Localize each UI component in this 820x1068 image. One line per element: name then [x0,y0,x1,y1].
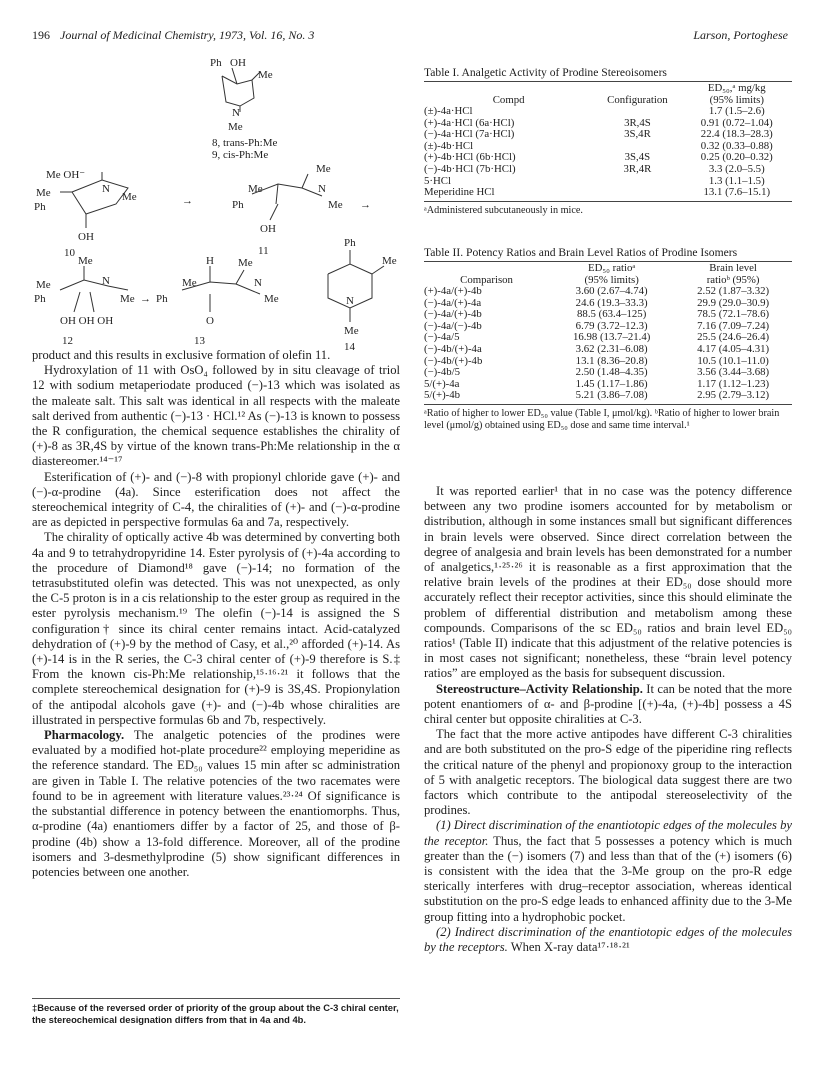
paragraph-left-4: The chirality of optically active 4b was determined by converting both 4a and 9 to tetrahydropyridine 14. Ester pyrolysis of (+)-4a according to the procedure of Diamond¹⁸ gave (−)-14; no formation of the tetrasubstituted olefin was detected. This was not unexpected, as only the C-5 proton is in a cis relationship to the ester group as required in the ester pyrolysis mechanism.¹⁹ The olefin (−)-14 is assigned the S configuration† since its chiral center remains intact. Acid-catalyzed dehydration of (+)-9 by the method of Casy, et al.,²⁰ afforded (+)-14. As (+)-14 is in the R series, the C-3 chiral center of (+)-9 therefore is S.‡ From the known cis-Ph:Me relationship,¹⁵·¹⁶·²¹ it follows that the complete stereochemical designation for (+)-9 is 3S,4S. Propionylation of the antipodal alcohols gave (+)- and (−)-4b whose chiralities are illustrated in perspective formulas 6b and 7b, respectively. [32,530,400,727]
table-1-header-config: Configuration [607,94,668,106]
table-2 [424,246,792,431]
table-2-cell-comparison: (−)-4a/(+)-4b [424,308,482,321]
table-1-number: Table I. [424,66,460,79]
table-2-cell-ratio: 24.6 (19.3–33.3) [575,296,648,309]
table-1-cell-config: 3R,4R [623,162,652,175]
s-oh-12: OH OH OH [60,315,114,327]
table-1-cell-config: 3S,4R [624,128,651,141]
table-1-header-ed50-line2: (95% limits) [709,94,764,106]
s-ph-14: Ph [344,237,356,249]
table-2-number: Table II. [424,246,464,259]
table-1-header-compd: Compd [492,94,525,106]
page-header [32,28,788,46]
journal-citation: Journal of Medicinal Chemistry, 1973, Vol. 16, No. 3 [60,28,315,42]
s-n-10: N [102,183,110,195]
table-2-header-ratio [549,262,674,286]
s-n-11: N [318,183,326,195]
table-2-header-ratio-line2: (95% limits) [584,274,639,286]
structure-drawing [32,54,402,353]
table-1-cell-ed50: 3.3 (2.0–5.5) [708,162,765,175]
section-head-pharmacology: Pharmacology. [44,728,125,743]
table-2-header-brain-line1: Brain level [709,262,757,274]
s-n-8: N [232,107,240,119]
paragraph-right-3: The fact that the more active antipodes have different C-3 chiralities and are both substituted on the pro-S edge of the piperidine ring reflects the critical nature of the phenyl and propionoxy group to the interaction of 5 with analgetic receptors. The biological data suggest there are two factors which contribute to the antipodal stereoselectivity of the prodines. [424,727,792,818]
paragraph-right-2-body: It can be noted that the more potent enantiomers of α- and β-prodine [(+)-4a, (+)-4b] possess a 4S chiral center but opposite chiralities at C-3. [424,681,792,727]
s-ph-11: Ph [232,199,244,211]
table-1-header-ed50-line1: ED₅₀,ᵃ mg/kg [707,82,766,94]
table-1-row [424,106,792,118]
table-2-cell-brain: 10.5 (10.1–11.0) [697,354,769,367]
table-2-cell-ratio: 13.1 (8.36–20.8) [575,354,648,367]
table-2-row [424,286,792,298]
s-me-10a: Me [36,187,51,199]
subhead-direct: (1) Direct discrimination of the enantiotopic edges of the molecules by the receptor. [424,818,792,848]
table-1-cell-compd: (+)-4a·HCl (6a·HCl) [424,116,515,129]
table-2-cell-ratio: 3.62 (2.31–6.08) [575,342,648,355]
table-1-cell-compd: (±)-4a·HCl [424,105,473,117]
table-1-cell-compd: Meperidine HCl [424,186,495,199]
paragraph-right-5 [424,925,792,955]
s-ph-12: Ph [34,293,46,305]
num-10: 10 [64,247,75,259]
table-2-cell-brain: 4.17 (4.05–4.31) [697,342,770,355]
s-me-12a: Me [78,255,93,267]
arrow-11-12: → [360,199,371,211]
table-2-cell-brain: 25.5 (24.6–26.4) [697,331,770,344]
table-2-header-ratio-line1: ED₅₀ ratioᵃ [587,262,636,274]
table-1-cell-compd: (+)-4b·HCl (6b·HCl) [424,151,516,164]
s-n-13: N [254,277,262,289]
s-ph-8: Ph [210,57,222,69]
s-me-n8: Me [228,121,243,133]
table-2-cell-brain: 2.52 (1.87–3.32) [697,285,770,297]
table-2-caption: Potency Ratios and Brain Level Ratios of Prodine Isomers [466,246,738,259]
table-2-cell-comparison: (−)-4b/5 [424,366,461,379]
table-2-cell-brain: 1.17 (1.12–1.23) [697,377,770,390]
table-1 [424,66,792,216]
paragraph-left-5-body: The analgetic potencies of the prodines were evaluated by a modified hot-plate procedure²² employing meperidine as the reference standard. The ED₅₀ values 15 min after sc administration are given in Table I. The relative potencies of the two racemates were found to be in agreement with literature values.²³·²⁴ Of significance is the substantial difference in potency between the enantiomorphs. Thus, α-prodine (4a) enantiomers differ by a factor of 25, and those of β-prodine (4b) show a 13-fold difference. Moreover, all of the prodine isomers and 3-desmethylprodine (5) show significant differences in potencies between one another. [32,728,400,879]
s-me-13b: Me [182,277,197,289]
paragraph-right-4-body: Thus, the fact that 5 possesses a potency which is much greater than the (−) isomers (7) and less than that of the (+) isomers (6) is consistent with the idea that the 3-Me group on the pro-R edge sterically interferes with drug–receptor association, whereas identical substitution on the pro-S edge leads to enhanced affinity due to the 3-Me group fitting into a hydrophobic pocket. [424,833,793,924]
table-2-cell-comparison: (+)-4a/(+)-4b [424,285,482,297]
table-1-body [424,106,792,199]
s-me-13a: Me [238,257,253,269]
table-2-cell-ratio: 6.79 (3.72–12.3) [575,319,648,332]
table-2-cell-ratio: 3.60 (2.67–4.74) [575,285,648,297]
table-2-cell-comparison: (−)-4b/(+)-4a [424,342,482,355]
s-oh-8: OH [230,57,246,69]
table-2-cell-brain: 7.16 (7.09–7.24) [697,319,770,332]
num-11: 11 [258,245,269,257]
s-me-10b: Me [122,191,137,203]
right-column-text [424,484,792,955]
left-column-text [32,348,400,880]
table-1-cell-config: 3R,4S [624,116,651,129]
table-2-row [424,344,792,356]
table-1-cell-config [593,176,681,188]
structure-scheme [32,54,402,353]
s-me-12c: Me [120,293,135,305]
table-1-cell-compd: 5·HCl [424,174,451,187]
table-2-cell-comparison: (−)-4a/(−)-4b [424,319,482,332]
paragraph-right-2 [424,682,792,728]
s-n-14: N [346,295,354,307]
footnote-left [32,998,400,1025]
num-13: 13 [194,335,205,347]
table-2-row [424,390,792,402]
section-head-sar: Stereostructure–Activity Relationship. [436,681,643,696]
table-2-footnote: ᵃRatio of higher to lower ED₅₀ value (Table I, μmol/kg). ᵇRatio of higher to lower brain level (μmol/g) obtained using ED₅₀ dose and same time interval.¹ [424,407,780,431]
table-1-bottom-rule [424,201,792,202]
table-2-header-brain [674,262,792,286]
paragraph-right-1: It was reported earlier¹ that in no case was the potency difference between any two prodine isomers accounted for by metabolism or distribution, although in some instances small but significant differences in brain levels were observed. Since direct correlation between the degree of analgesia and brain levels has been demonstrated for a number of analgetics,¹·²⁵·²⁶ it is reasonable as a first approximation that the relative brain levels of the prodines at their ED₅₀ dose should more accurately reflect their receptor activities, since this should eliminate the problem of differential distribution and metabolism among these compounds. Comparisons of the sc ED₅₀ ratios and brain level ED₅₀ ratios¹ (Table II) indicate that this adjustment of the relative potencies is in most cases not significant; nonetheless, these “brain level potency ratios” are employed as the basis for subsequent discussion. [424,484,792,681]
table-1-footnote: ᵃAdministered subcutaneously in mice. [424,204,583,216]
paragraph-right-4 [424,818,792,924]
s-ph-10: Ph [34,201,46,213]
table-2-cell-comparison: 5/(+)-4b [424,389,461,402]
table-1-header-ed50 [682,82,792,106]
s-me-8: Me [258,69,273,81]
s-ph-13: Ph [156,293,168,305]
table-1-cell-compd: (−)-4a·HCl (7a·HCl) [424,128,515,141]
table-1-cell-config [593,187,681,199]
table-2-header-comparison: Comparison [460,274,513,286]
s-oh-11: OH [260,223,276,235]
table-2-cell-ratio: 16.98 (13.7–21.4) [572,331,651,344]
num-12: 12 [62,335,73,347]
table-2-cell-ratio: 5.21 (3.86–7.08) [575,389,648,402]
footnote-rule [32,998,400,999]
s-o-13: O [206,315,214,327]
label-9: 9, cis-Ph:Me [212,149,269,161]
table-2-cell-brain: 3.56 (3.44–3.68) [697,366,770,379]
s-me-11b: Me [248,183,263,195]
s-meoh-10: Me OH⁻ [46,169,86,181]
subhead-indirect: (2) Indirect discrimination of the enantiotopic edges of the molecules by the receptors. [424,924,792,955]
arrow-12-13: → [140,293,151,305]
table-2-cell-ratio: 88.5 (63.4–125) [577,308,647,321]
table-2-header-brain-line2: ratioᵇ (95%) [706,274,760,286]
paragraph-left-5 [32,728,400,880]
s-me-13c: Me [264,293,279,305]
s-me-11a: Me [316,163,331,175]
s-oh-10: OH [78,231,94,243]
table-2-cell-brain: 2.95 (2.79–3.12) [697,389,770,402]
table-1-cell-ed50: 1.7 (1.5–2.6) [708,105,765,117]
table-1-cell-ed50: 0.32 (0.33–0.88) [700,139,773,152]
table-1-row [424,187,792,199]
table-2-body [424,286,792,402]
table-2-cell-comparison: (−)-4a/5 [424,331,460,344]
paragraph-left-3: Esterification of (+)- and (−)-8 with propionyl chloride gave (+)- and (−)-α-prodine (4a). Since esterification does not affect the stereochemical integrity of C-4, the chiralities of (+)- and (−)-α-prodine are as depicted in perspective formulas 6a and 7a, respectively. [32,469,400,530]
table-1-cell-ed50: 1.3 (1.1–1.5) [708,174,765,187]
page-number: 196 [32,28,50,42]
table-2-cell-comparison: (−)-4b/(+)-4b [424,354,483,367]
s-n-12: N [102,275,110,287]
num-14: 14 [344,341,355,353]
table-2-cell-brain: 78.5 (72.1–78.6) [697,308,770,321]
table-1-cell-ed50: 0.91 (0.72–1.04) [700,116,773,129]
s-me-14a: Me [382,255,397,267]
table-1-title [424,66,792,79]
table-2-cell-ratio: 1.45 (1.17–1.86) [575,377,648,390]
table-1-row [424,164,792,176]
table-2-row [424,367,792,379]
table-1-cell-ed50: 13.1 (7.6–15.1) [703,186,771,199]
ring-10 [72,180,128,214]
s-me-12b: Me [36,279,51,291]
table-2-cell-comparison: (−)-4a/(+)-4a [424,296,482,309]
table-1-grid [424,82,792,199]
footnote-text: ‡Because of the reversed order of priority of the group about the C-3 chiral center, the stereochemical designation differs from that in 4a and 4b. [32,1002,399,1025]
table-2-bottom-rule [424,404,792,405]
table-1-cell-compd: (−)-4b·HCl (7b·HCl) [424,162,516,175]
s-me-14b: Me [344,325,359,337]
table-1-cell-ed50: 0.25 (0.20–0.32) [700,151,773,164]
chain-12 [60,280,128,290]
table-2-grid [424,262,792,402]
paragraph-right-5-body: When X-ray data¹⁷·¹⁸·²¹ [510,940,630,955]
table-1-cell-config [593,106,681,118]
table-1-caption: Analgetic Activity of Prodine Stereoisomers [461,66,667,79]
ring-8-9 [222,76,254,106]
table-2-cell-brain: 29.9 (29.0–30.9) [697,296,770,309]
paragraph-left-1: product and this results in exclusive formation of olefin 11. [32,348,331,362]
s-h-13: H [206,255,214,267]
table-1-cell-ed50: 22.4 (18.3–28.3) [700,128,773,141]
table-1-cell-compd: (±)-4b·HCl [424,139,474,152]
label-8: 8, trans-Ph:Me [212,137,278,149]
arrow-10-11: → [182,195,193,207]
table-1-cell-config: 3S,4S [624,151,651,164]
s-me-11c: Me [328,199,343,211]
table-2-title [424,246,792,259]
paragraph-left-2: Hydroxylation of 11 with OsO₄ followed by in situ cleavage of triol 12 with sodium metaperiodate produced (−)-13 which was isolated as the maleate salt. This salt was identical in all respects with the maleate salt derived from authentic (−)-13 · HCl.¹² As (−)-13 is known to possess the R configuration, the chemical sequence establishes the chirality of (+)-8 as 3R,4S by virtue of the known trans-Ph:Me relationship in the α diastereomer.¹⁴⁻¹⁷ [32,363,400,469]
table-2-cell-comparison: 5/(+)-4a [424,377,460,390]
running-authors: Larson, Portoghese [693,28,788,42]
table-2-cell-ratio: 2.50 (1.48–4.35) [575,366,648,379]
